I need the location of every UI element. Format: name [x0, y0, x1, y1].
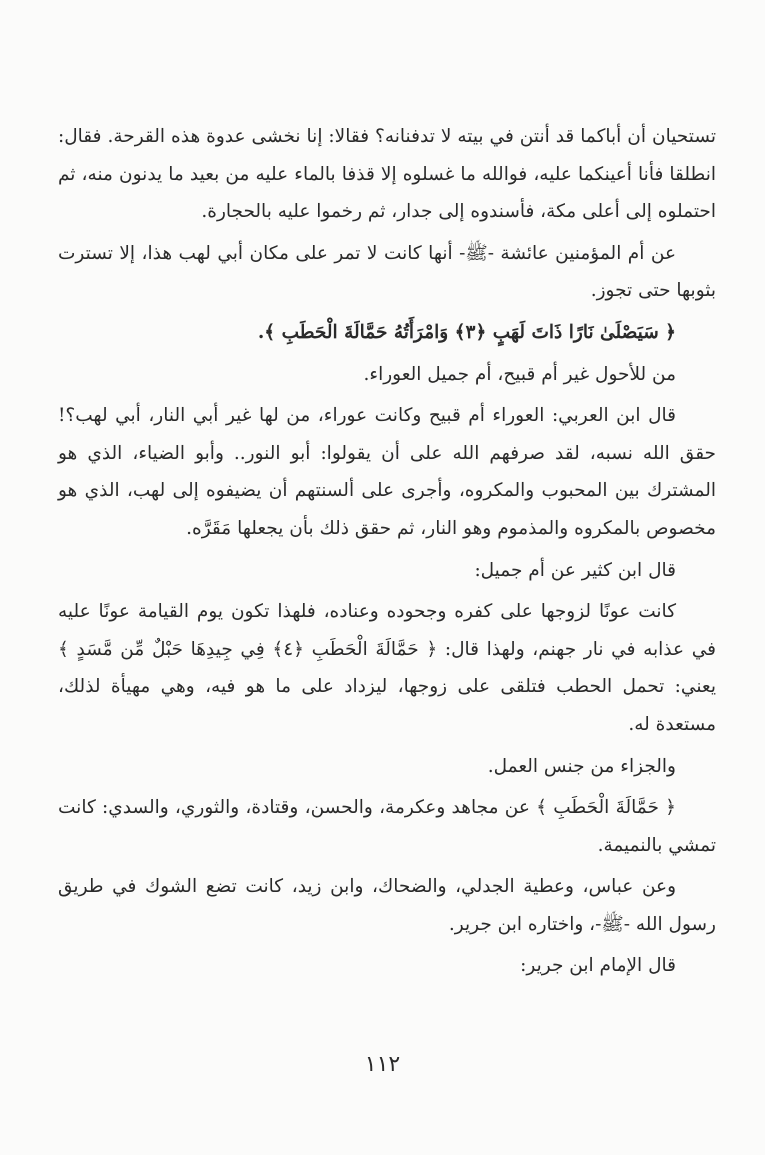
paragraph-5: قال ابن كثير عن أم جميل:	[474, 559, 676, 581]
page-number: ١١٢	[364, 1052, 401, 1077]
quran-verse-1: ﴿ سَيَصْلَىٰ نَارًا ذَاتَ لَهَبٍ ﴿٣﴾ وَامْرَأَتُهُ حَمَّالَةَ الْحَطَبِ ﴾.	[257, 321, 676, 343]
paragraph-9: وعن عباس، وعطية الجدلي، والضحاك، وابن زيد، كانت تضع الشوك في طريق رسول الله -ﷺ-، واختاره ابن جرير.	[58, 876, 716, 935]
paragraph-2: عن أم المؤمنين عائشة -ﷺ- أنها كانت لا تمر على مكان أبي لهب هذا، إلا تسترت بثوبها حتى تجوز.	[58, 242, 716, 302]
paragraph-3: من للأحول غير أم قبيح، أم جميل العوراء.	[363, 363, 676, 385]
paragraph-10: قال الإمام ابن جرير:	[520, 955, 676, 977]
paragraph-4: قال ابن العربي: العوراء أم قبيح وكانت عوراء، من لها غير أبي النار، أبي لهب؟! حقق الله نسبه، لقد صرفهم الله على أن يقولوا: أبو النور.. وأبو الضياء، الذي هو المشترك بين المحبوب والمكروه، وأجرى على ألسنتهم أن يضيفوه إلى لهب، الذي هو مخصوص بالمكروه والمذموم وهو النار، ثم حقق ذلك بأن يجعلها مَقَرَّه.	[58, 405, 716, 539]
paragraph-1: تستحيان أن أباكما قد أنتن في بيته لا تدفنانه؟ فقالا: إنا نخشى عدوة هذه القرحة. فقال: انطلقا فأنا أعينكما عليه، فوالله ما غسلوه إلا قذفا بالماء عليه من بعيد ما يدنون منه، ثم احتملوه إلى أعلى مكة، فأسندوه إلى جدار، ثم رخموا عليه بالحجارة.	[58, 126, 716, 223]
paragraph-6: كانت عونًا لزوجها على كفره وجحوده وعناده، فلهذا تكون يوم القيامة عونًا عليه في عذابه في نار جهنم، ولهذا قال: ﴿ حَمَّالَةَ الْحَطَبِ ﴿٤﴾ فِي جِيدِهَا حَبْلٌ مِّن مَّسَدٍ ﴾ يعني: تحمل الحطب فتلقى على زوجها، ليزداد على ما هو فيه، وهي مهيأة لذلك، مستعدة له.	[58, 601, 716, 735]
paragraph-7: والجزاء من جنس العمل.	[487, 755, 676, 777]
page-body	[58, 118, 716, 989]
paragraph-8: ﴿ حَمَّالَةَ الْحَطَبِ ﴾ عن مجاهد وعكرمة، والحسن، وقتادة، والثوري، والسدي: كانت تمشي بالنميمة.	[58, 797, 716, 856]
